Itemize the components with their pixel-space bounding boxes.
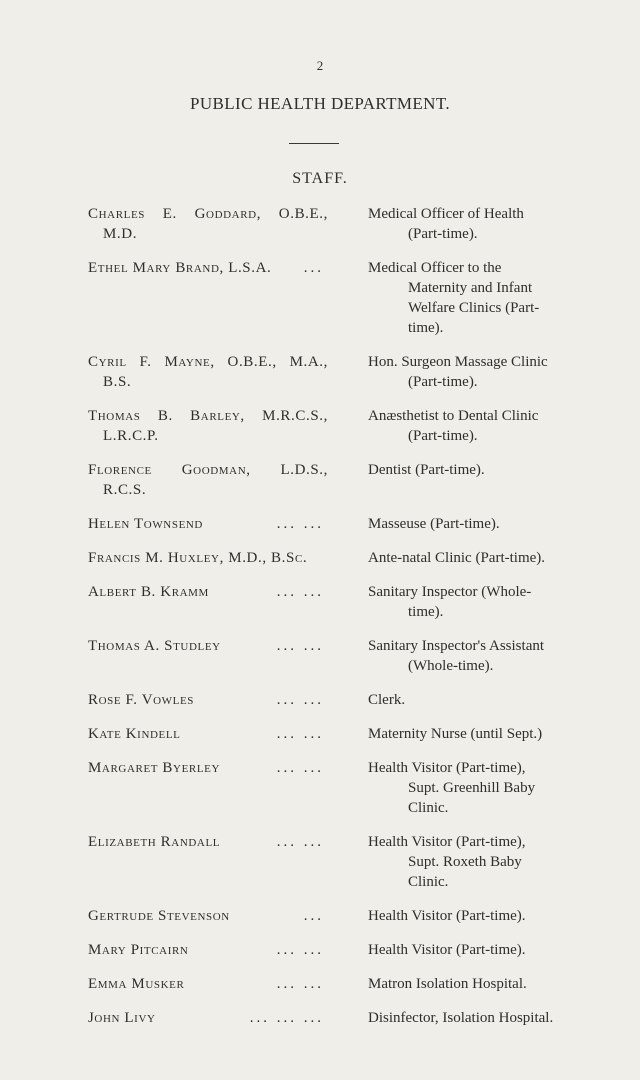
staff-name: Charles E. Goddard, O.B.E., M.D. [88, 206, 328, 242]
staff-name: Albert B. Kramm ... ... [88, 584, 324, 600]
staff-role: Health Visitor (Part-time), Supt. Greenhill Baby Clinic. [368, 760, 536, 816]
staff-role: Ante-natal Clinic (Part-time). [368, 550, 546, 566]
staff-row [88, 582, 558, 622]
staff-role: Matron Isolation Hospital. [368, 976, 527, 992]
staff-role: Medical Officer to the Maternity and Infant Welfare Clinics (Part-time). [368, 260, 540, 336]
staff-name: Gertrude Stevenson ... [88, 908, 324, 924]
leader-dots: ... ... [276, 516, 324, 532]
staff-name: Florence Goodman, L.D.S., R.C.S. [88, 462, 328, 498]
staff-name: Elizabeth Randall ... ... [88, 834, 324, 850]
staff-name: Emma Musker ... ... [88, 976, 324, 992]
staff-name: Francis M. Huxley, M.D., B.Sc. [88, 548, 328, 568]
staff-name: Kate Kindell ... ... [88, 726, 324, 742]
leader-dots: ... ... [276, 638, 324, 654]
staff-name: John Livy ... ... ... [88, 1010, 324, 1026]
staff-role: Health Visitor (Part-time). [368, 942, 526, 958]
leader-dots: ... ... ... [249, 1010, 324, 1026]
staff-name: Thomas A. Studley ... ... [88, 638, 324, 654]
staff-role: Hon. Surgeon Massage Clinic (Part-time). [368, 354, 548, 390]
leader-dots: ... [303, 260, 324, 276]
leader-dots: ... [303, 908, 324, 924]
staff-name: Thomas B. Barley, M.R.C.S., L.R.C.P. [88, 408, 328, 444]
leader-dots: ... ... [276, 942, 324, 958]
staff-list [88, 204, 558, 1042]
staff-row [88, 406, 558, 446]
staff-role: Disinfector, Isolation Hospital. [368, 1010, 554, 1026]
staff-row [88, 352, 558, 392]
leader-dots: ... ... [276, 976, 324, 992]
staff-row [88, 690, 558, 710]
staff-name: Rose F. Vowles ... ... [88, 692, 324, 708]
title-divider [289, 143, 339, 144]
staff-name: Mary Pitcairn ... ... [88, 942, 324, 958]
staff-name: Ethel Mary Brand, L.S.A. ... [88, 260, 324, 276]
staff-role: Sanitary Inspector (Whole-time). [368, 584, 532, 620]
staff-row [88, 514, 558, 534]
staff-row [88, 906, 558, 926]
staff-name: Helen Townsend ... ... [88, 516, 324, 532]
page-number: 2 [316, 58, 324, 73]
staff-name: Cyril F. Mayne, O.B.E., M.A., B.S. [88, 354, 328, 390]
staff-row [88, 258, 558, 338]
leader-dots: ... ... [276, 584, 324, 600]
staff-role: Health Visitor (Part-time). [368, 908, 526, 924]
staff-row [88, 758, 558, 818]
staff-heading: STAFF. [292, 170, 348, 187]
department-title: PUBLIC HEALTH DEPARTMENT. [189, 94, 451, 113]
leader-dots: ... ... [276, 726, 324, 742]
staff-row [88, 548, 558, 568]
staff-role: Medical Officer of Health (Part-time). [368, 206, 524, 242]
staff-row [88, 204, 558, 244]
staff-row [88, 832, 558, 892]
staff-role: Clerk. [368, 692, 406, 708]
staff-name: Margaret Byerley ... ... [88, 760, 324, 776]
staff-role: Maternity Nurse (until Sept.) [368, 726, 543, 742]
staff-role: Masseuse (Part-time). [368, 516, 500, 532]
staff-row [88, 636, 558, 676]
staff-role: Sanitary Inspector's Assistant (Whole-time). [368, 638, 545, 674]
staff-row [88, 1008, 558, 1028]
staff-role: Anæsthetist to Dental Clinic (Part-time). [368, 408, 539, 444]
leader-dots: ... ... [276, 760, 324, 776]
staff-role: Dentist (Part-time). [368, 462, 485, 478]
staff-row [88, 974, 558, 994]
leader-dots: ... ... [276, 692, 324, 708]
staff-row [88, 940, 558, 960]
staff-row [88, 724, 558, 744]
staff-row [88, 460, 558, 500]
leader-dots: ... ... [276, 834, 324, 850]
staff-role: Health Visitor (Part-time), Supt. Roxeth Baby Clinic. [368, 834, 526, 890]
